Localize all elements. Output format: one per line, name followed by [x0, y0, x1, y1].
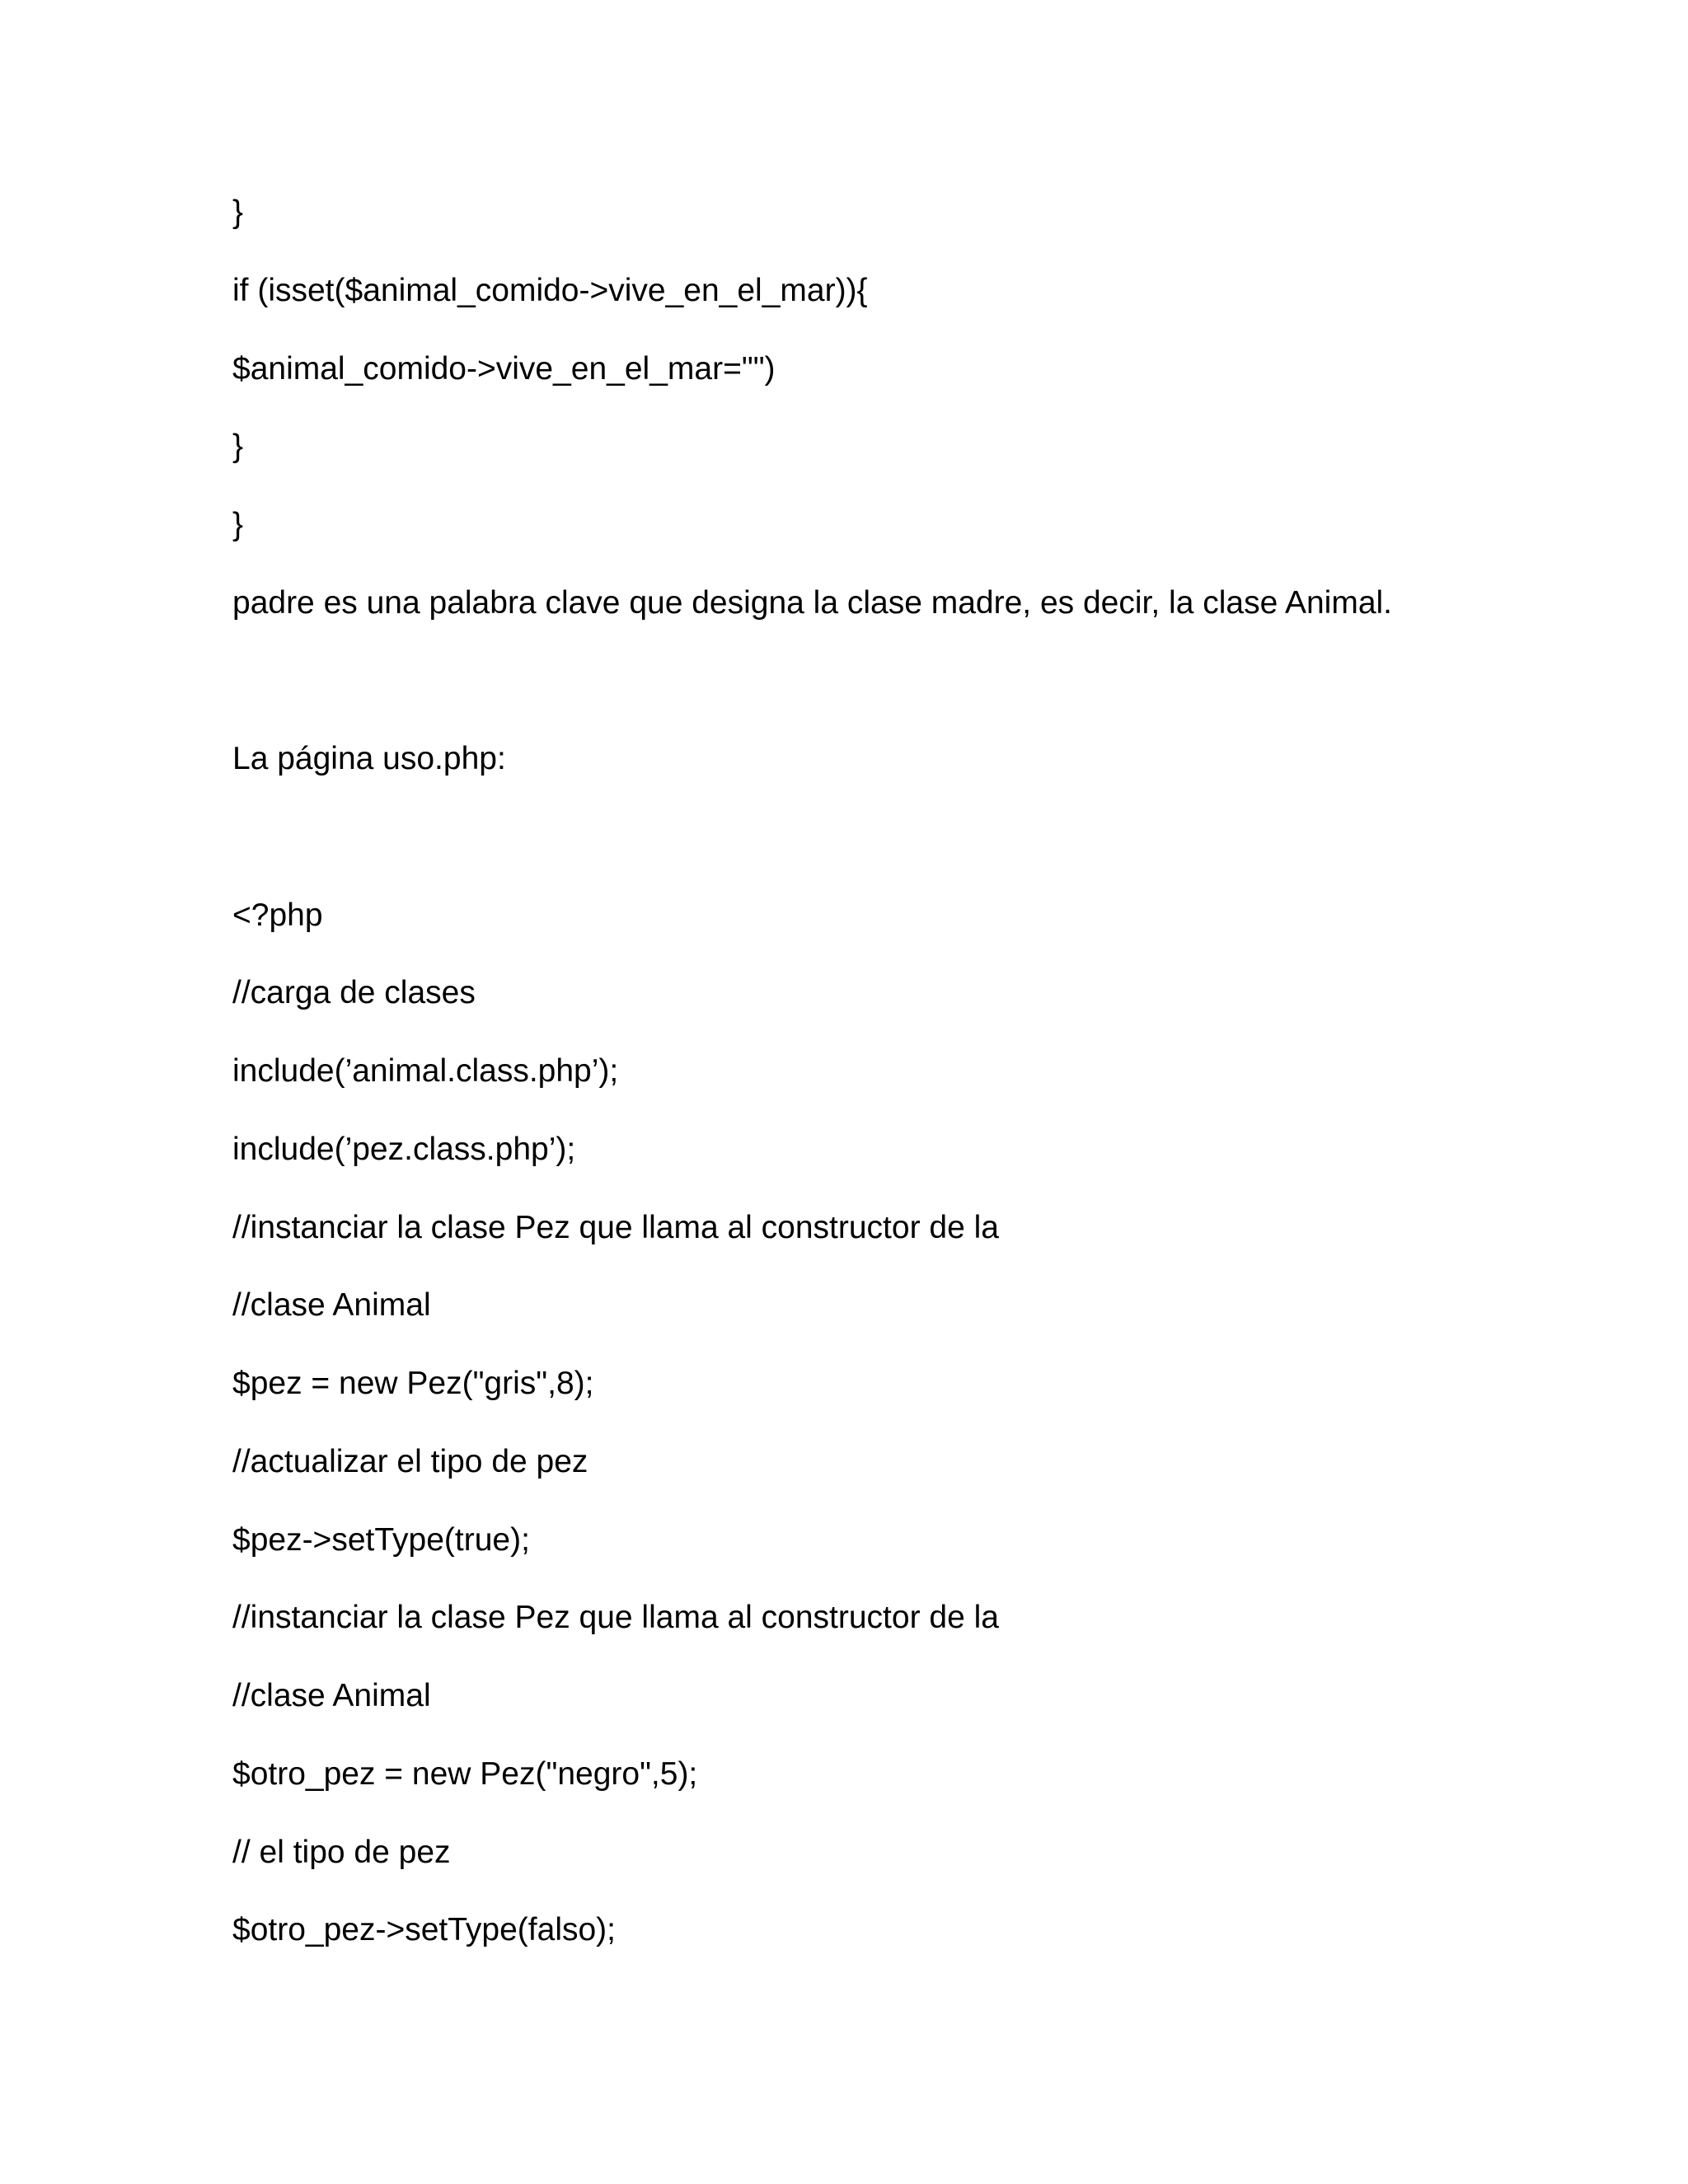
- code-line: if (isset($animal_comido->vive_en_el_mar)){: [232, 273, 868, 308]
- code-comment: //actualizar el tipo de pez: [232, 1444, 588, 1479]
- section-label: La página uso.php:: [232, 741, 506, 776]
- code-line: }: [232, 507, 244, 542]
- code-comment: //clase Animal: [232, 1287, 431, 1323]
- code-line: include(’pez.class.php’);: [232, 1132, 576, 1167]
- code-line: }: [232, 194, 244, 230]
- code-line: $pez->setType(true);: [232, 1522, 530, 1558]
- code-line: }: [232, 429, 244, 464]
- code-comment: //instanciar la clase Pez que llama al constructor de la: [232, 1600, 999, 1635]
- code-comment: //instanciar la clase Pez que llama al constructor de la: [232, 1210, 999, 1245]
- body-paragraph: padre es una palabra clave que designa la clase madre, es decir, la clase Animal.: [232, 585, 1393, 621]
- code-line: include(’animal.class.php’);: [232, 1053, 619, 1089]
- code-comment: //carga de clases: [232, 975, 476, 1010]
- code-line: $otro_pez->setType(falso);: [232, 1912, 616, 1947]
- code-line: <?php: [232, 898, 323, 933]
- code-comment: //clase Animal: [232, 1678, 431, 1713]
- code-line: $pez = new Pez("gris",8);: [232, 1366, 594, 1401]
- code-comment: // el tipo de pez: [232, 1835, 451, 1870]
- code-line: $otro_pez = new Pez("negro",5);: [232, 1756, 698, 1792]
- code-line: $animal_comido->vive_en_el_mar=""): [232, 351, 776, 387]
